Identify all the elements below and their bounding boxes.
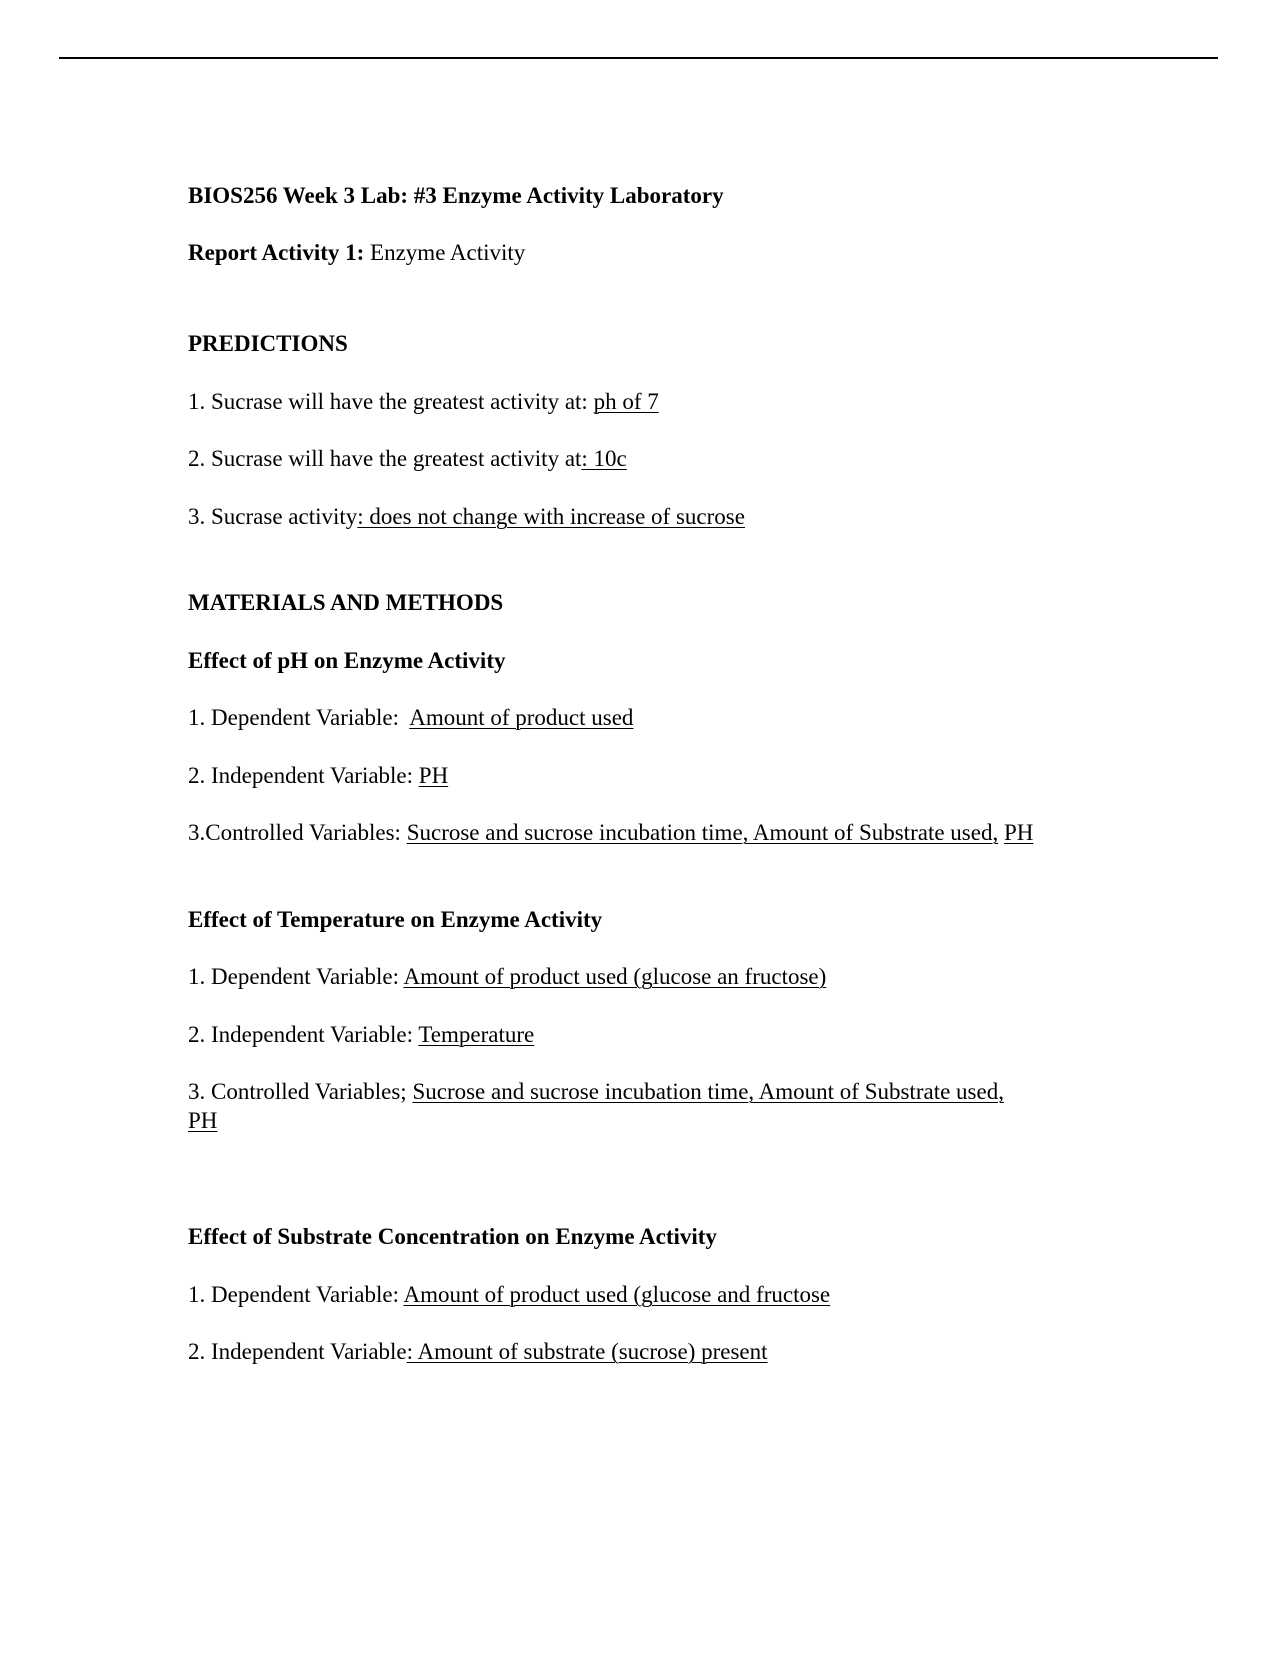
prediction-answer: : 10c xyxy=(581,446,627,471)
variable-answer-ph: PH xyxy=(188,1108,218,1133)
prediction-answer: ph of 7 xyxy=(593,389,659,414)
temperature-dependent-variable xyxy=(188,962,826,991)
variable-answer: Sucrose and sucrose incubation time, Amount of Substrate used, xyxy=(412,1079,1004,1104)
methods-heading: MATERIALS AND METHODS xyxy=(188,590,504,615)
document-title: BIOS256 Week 3 Lab: #3 Enzyme Activity Laboratory xyxy=(188,183,724,208)
prediction-prefix: 2. Sucrase will have the greatest activity at xyxy=(188,446,582,471)
temperature-controlled-variables xyxy=(188,1077,1038,1135)
variable-answer-ph: PH xyxy=(1003,820,1034,845)
substrate-independent-variable xyxy=(188,1337,768,1366)
prediction-item-3 xyxy=(188,502,745,531)
prediction-answer: : does not change with increase of sucrose xyxy=(357,504,745,529)
variable-prefix: 3.Controlled Variables: xyxy=(188,820,407,845)
variable-answer: PH xyxy=(418,763,449,788)
report-activity-line xyxy=(188,238,525,267)
prediction-item-1 xyxy=(188,387,659,416)
variable-prefix: 1. Dependent Variable: xyxy=(188,1282,404,1307)
variable-answer: : Amount of substrate (sucrose) present xyxy=(406,1339,768,1364)
temperature-section-heading: Effect of Temperature on Enzyme Activity xyxy=(188,907,603,932)
variable-prefix: 1. Dependent Variable: xyxy=(188,964,404,989)
header-rule xyxy=(59,57,1218,59)
variable-prefix: 2. Independent Variable xyxy=(188,1339,407,1364)
temperature-independent-variable xyxy=(188,1020,534,1049)
ph-controlled-variables xyxy=(188,818,1038,847)
variable-answer: Sucrose and sucrose incubation time, Amount of Substrate used, xyxy=(406,820,999,845)
substrate-dependent-variable xyxy=(188,1280,830,1309)
variable-prefix: 1. Dependent Variable: xyxy=(188,705,410,730)
substrate-section-heading: Effect of Substrate Concentration on Enzyme Activity xyxy=(188,1224,717,1249)
report-activity-value: Enzyme Activity xyxy=(364,240,526,265)
prediction-item-2 xyxy=(188,444,627,473)
variable-answer: Amount of product used (glucose an fructose) xyxy=(403,964,827,989)
variable-prefix: 3. Controlled Variables; xyxy=(188,1079,413,1104)
variable-prefix: 2. Independent Variable: xyxy=(188,763,419,788)
ph-section-heading: Effect of pH on Enzyme Activity xyxy=(188,648,506,673)
report-activity-label: Report Activity 1: xyxy=(188,240,365,265)
ph-independent-variable xyxy=(188,761,448,790)
variable-answer: Amount of product used xyxy=(409,705,634,730)
variable-answer: Temperature xyxy=(418,1022,535,1047)
prediction-prefix: 3. Sucrase activity xyxy=(188,504,358,529)
prediction-prefix: 1. Sucrase will have the greatest activity at: xyxy=(188,389,594,414)
ph-dependent-variable xyxy=(188,703,633,732)
variable-prefix: 2. Independent Variable: xyxy=(188,1022,419,1047)
variable-answer: Amount of product used (glucose and fructose xyxy=(403,1282,831,1307)
predictions-heading: PREDICTIONS xyxy=(188,331,348,356)
